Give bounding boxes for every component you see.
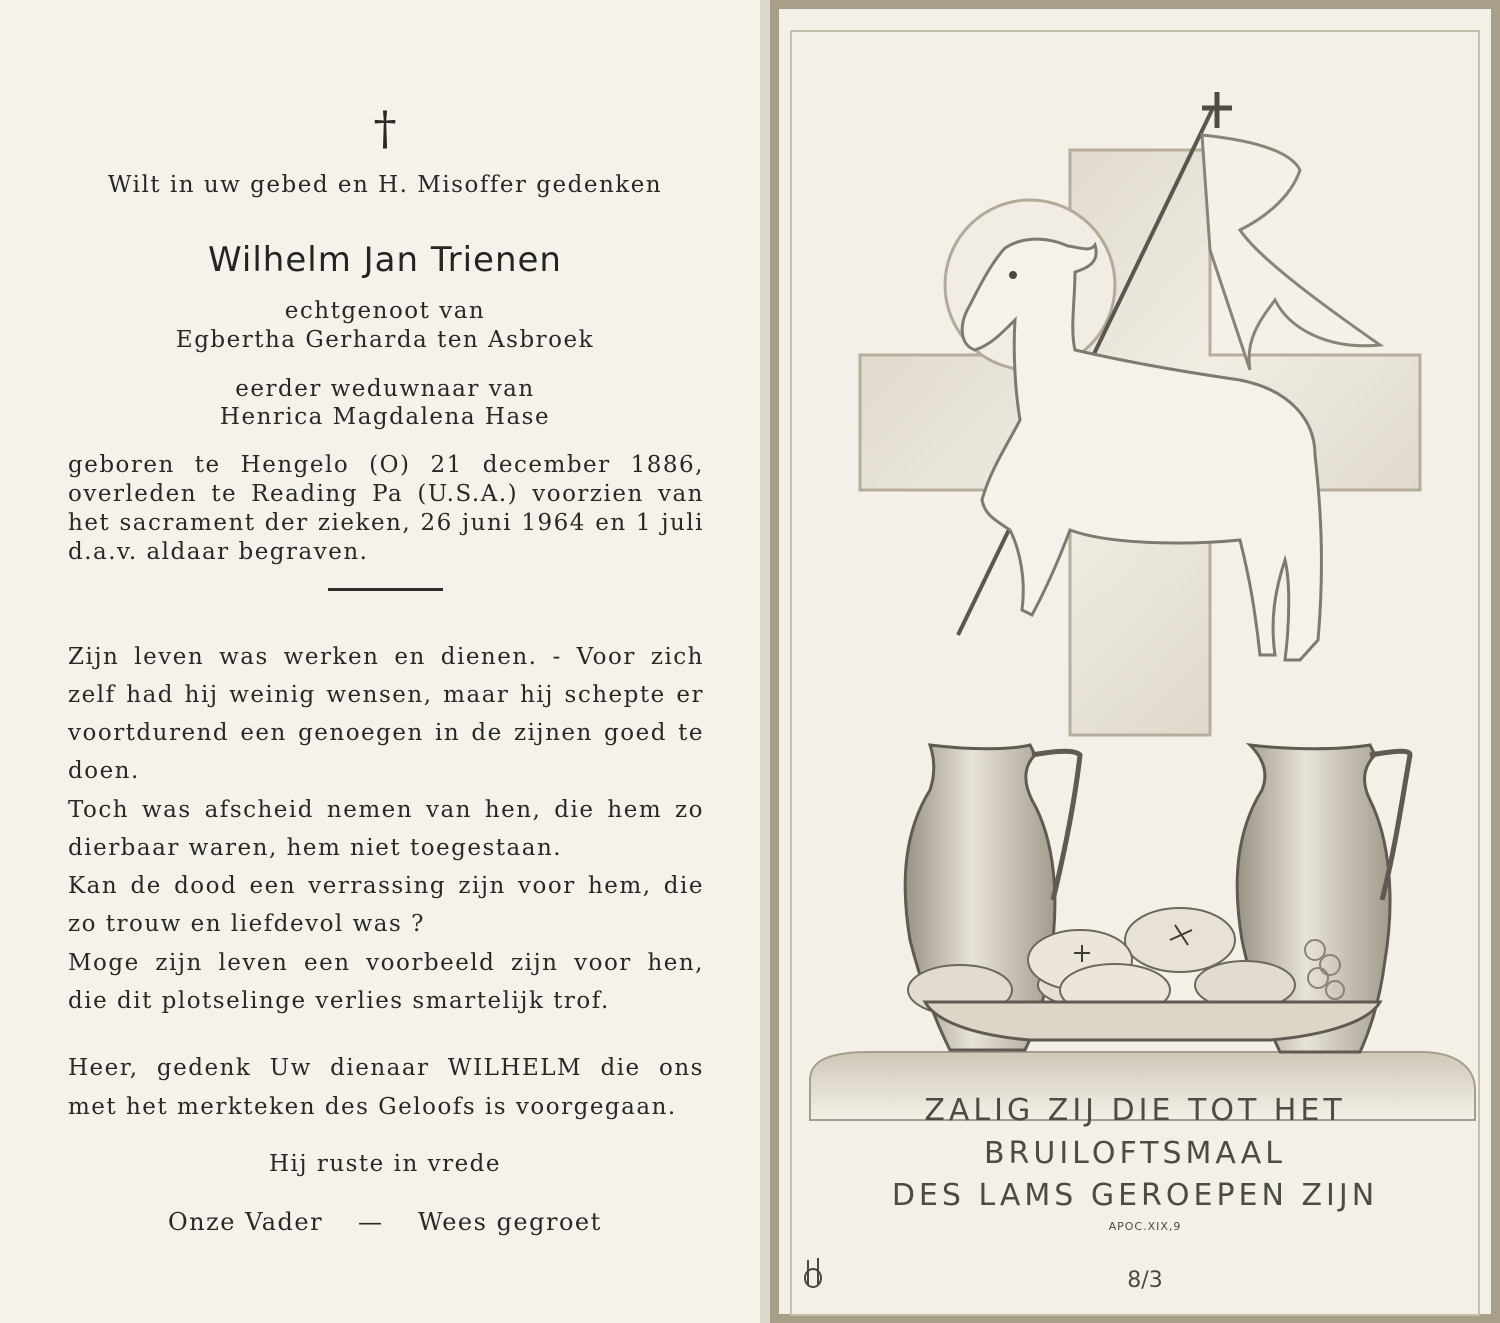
right-page: [770, 0, 1500, 1323]
prayer-line: met het merkteken des Geloofs is voorgegaan.: [68, 1094, 677, 1120]
detail-line: het sacrament der zieken, 26 juni 1964 en 1 juli: [68, 510, 704, 536]
print-number: 8/3: [1127, 1268, 1163, 1293]
page-fold: [760, 0, 770, 1323]
rest-in-peace: Hij ruste in vrede: [268, 1151, 502, 1177]
deceased-name: Wilhelm Jan Trienen: [208, 240, 562, 280]
heading-line: BRUILOFTSMAAL: [983, 1136, 1287, 1171]
text-line: doen.: [68, 758, 140, 784]
text-line: voortdurend een genoegen in de zijnen goed te: [68, 720, 704, 746]
prayer-dash: —: [358, 1208, 384, 1236]
text-line: die dit plotselinge verlies smartelijk trof.: [68, 988, 610, 1014]
printer-mark: [805, 1258, 821, 1287]
prayer-line: Heer, gedenk Uw dienaar WILHELM die ons: [68, 1055, 704, 1081]
separator-line: [328, 588, 443, 591]
text-line: zo trouw en liefdevol was ?: [68, 911, 425, 937]
detail-line: d.a.v. aldaar begraven.: [68, 539, 369, 565]
detail-line: overleden te Reading Pa (U.S.A.) voorzien van: [68, 481, 704, 507]
spouse-label: echtgenoot van: [284, 298, 486, 324]
text-line: zelf had hij weinig wensen, maar hij schepte er: [68, 682, 704, 708]
text-line: dierbaar waren, hem niet toegestaan.: [68, 835, 563, 861]
detail-line: geboren te Hengelo (O) 21 december 1886,: [68, 452, 704, 478]
citation: APOC.XIX,9: [1108, 1220, 1182, 1233]
cross-icon: †: [373, 101, 397, 155]
widower-label: eerder weduwnaar van: [235, 376, 535, 402]
former-spouse-name: Henrica Magdalena Hase: [219, 404, 551, 430]
text-line: Toch was afscheid nemen van hen, die hem zo: [68, 797, 704, 823]
prayer-onze-vader: Onze Vader: [168, 1208, 324, 1236]
text-line: Moge zijn leven een voorbeeld zijn voor hen,: [68, 950, 704, 976]
text-line: Kan de dood een verrassing zijn voor hem, die: [68, 873, 704, 899]
heading-line: ZALIG ZIJ DIE TOT HET: [924, 1093, 1346, 1128]
spouse-name: Egbertha Gerharda ten Asbroek: [175, 327, 595, 353]
intro-line: Wilt in uw gebed en H. Misoffer gedenken: [107, 172, 663, 198]
heading-line: DES LAMS GEROEPEN ZIJN: [891, 1178, 1379, 1213]
text-line: Zijn leven was werken en dienen. - Voor zich: [68, 644, 704, 670]
prayer-wees-gegroet: Wees gegroet: [418, 1208, 602, 1236]
